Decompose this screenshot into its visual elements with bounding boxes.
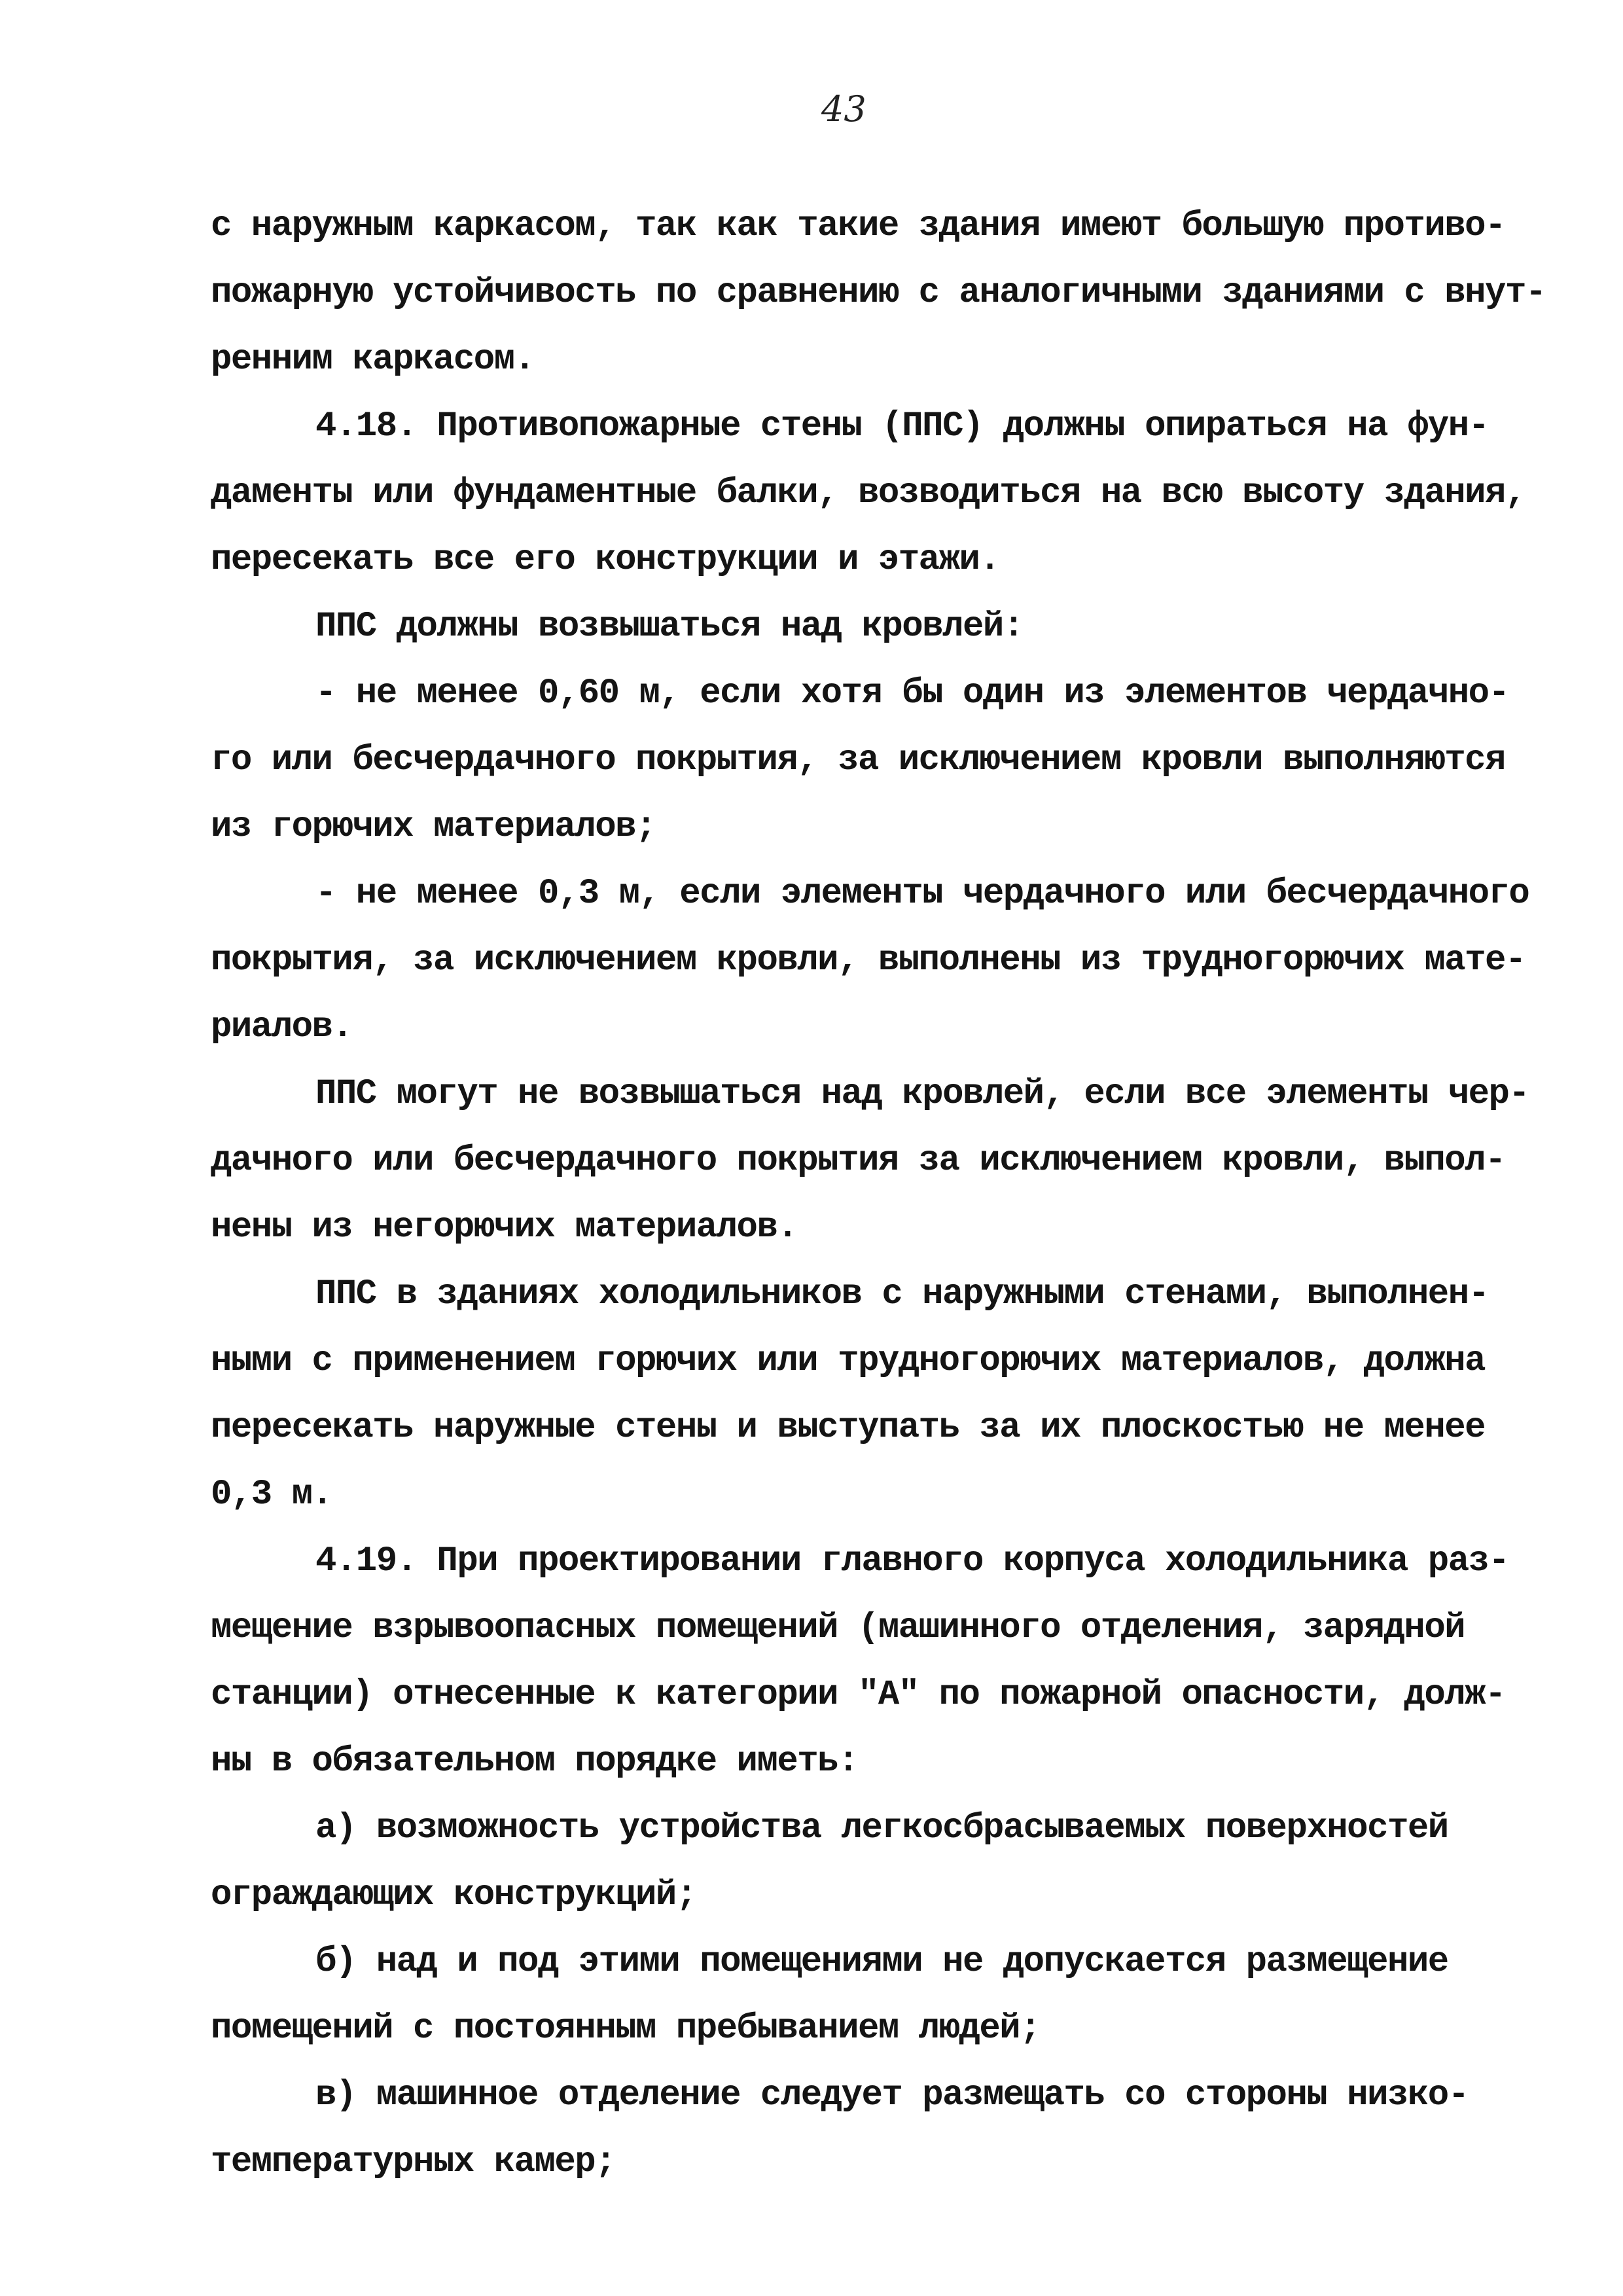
text-line: дачного или бесчердачного покрытия за исключением кровли, выпол-	[211, 1141, 1505, 1181]
text-line: ренним каркасом.	[211, 340, 535, 380]
text-line: мещение взрывоопасных помещений (машинного отделения, зарядной	[211, 1608, 1465, 1648]
text-line: го или бесчердачного покрытия, за исключением кровли выполняются	[211, 740, 1505, 780]
text-line: пересекать все его конструкции и этажи.	[211, 540, 1000, 580]
text-line: 4.18. Противопожарные стены (ППС) должны опираться на фун-	[315, 406, 1489, 446]
text-line: б) над и под этими помещениями не допускается размещение	[315, 1942, 1448, 1982]
text-line: пересекать наружные стены и выступать за их плоскостью не менее	[211, 1408, 1486, 1448]
text-line: ППС должны возвышаться над кровлей:	[315, 607, 1024, 647]
body-text	[211, 193, 1559, 2196]
text-line: - не менее 0,60 м, если хотя бы один из элементов чердачно-	[315, 673, 1509, 713]
text-line: даменты или фундаментные балки, возводиться на всю высоту здания,	[211, 473, 1525, 513]
text-line: ППС в зданиях холодильников с наружными стенами, выполнен-	[315, 1274, 1489, 1314]
text-line: - не менее 0,3 м, если элементы чердачного или бесчердачного	[315, 874, 1529, 914]
text-line: помещений с постоянным пребыванием людей;	[211, 2009, 1041, 2049]
text-line: с наружным каркасом, так как такие здания имеют большую противо-	[211, 206, 1505, 246]
text-line: нены из негорючих материалов.	[211, 1208, 798, 1247]
page-number: 43	[821, 88, 866, 130]
text-line: ны в обязательном порядке иметь:	[211, 1742, 858, 1782]
text-line: из горючих материалов;	[211, 807, 656, 847]
text-line: ными с применением горючих или трудногорючих материалов, должна	[211, 1341, 1486, 1381]
text-line: станции) отнесенные к категории "А" по пожарной опасности, долж-	[211, 1675, 1505, 1715]
text-line: 4.19. При проектировании главного корпуса холодильника раз-	[315, 1541, 1509, 1581]
text-line: ППС могут не возвышаться над кровлей, если все элементы чер-	[315, 1074, 1529, 1114]
text-line: а) возможность устройства легкосбрасываемых поверхностей	[315, 1808, 1448, 1848]
text-line: риалов.	[211, 1007, 353, 1047]
text-line: ограждающих конструкций;	[211, 1875, 696, 1915]
text-line: покрытия, за исключением кровли, выполнены из трудногорючих мате-	[211, 941, 1525, 980]
text-line: 0,3 м.	[211, 1475, 332, 1515]
text-line: пожарную устойчивость по сравнению с аналогичными зданиями с внут-	[211, 273, 1546, 313]
text-line: температурных камер;	[211, 2142, 616, 2182]
text-line: в) машинное отделение следует размещать со стороны низко-	[315, 2075, 1469, 2115]
